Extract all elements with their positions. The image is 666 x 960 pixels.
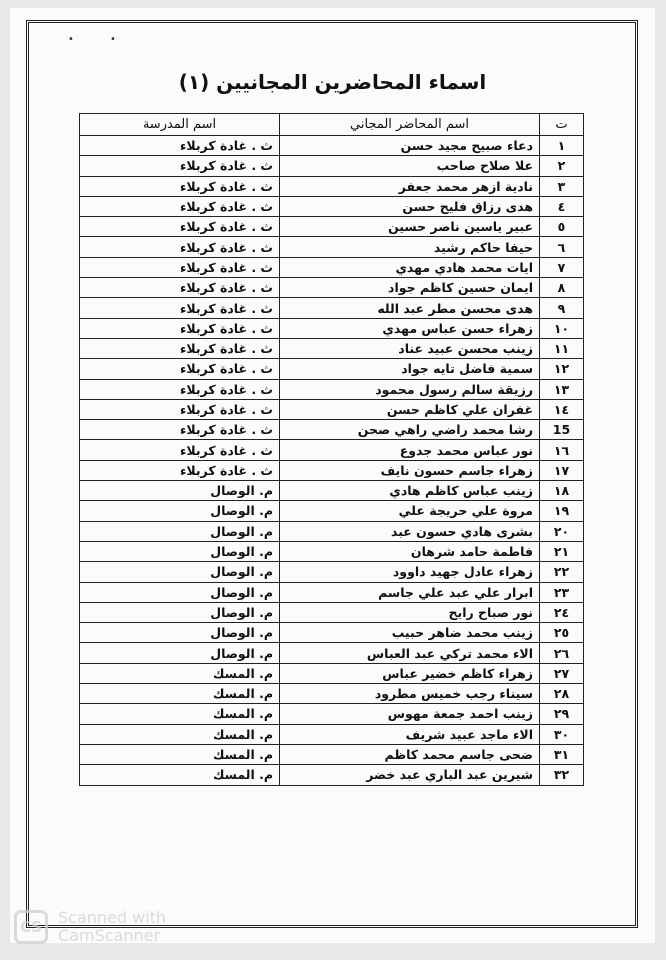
- school-name: م. الوصال: [80, 521, 280, 541]
- lecturer-name: غفران علي كاظم حسن: [280, 399, 540, 419]
- row-number: ٢١: [540, 541, 584, 561]
- row-number: ٧: [540, 257, 584, 277]
- table-row: [80, 602, 584, 622]
- table-row: [80, 399, 584, 419]
- school-name: ث . غادة كربلاء: [80, 217, 280, 237]
- lecturer-name: عبير ياسين ناصر حسين: [280, 217, 540, 237]
- school-name: ث . غادة كربلاء: [80, 257, 280, 277]
- row-number: ١٤: [540, 399, 584, 419]
- table-row: [80, 338, 584, 358]
- margin-mark: •: [68, 34, 74, 45]
- table-row: [80, 217, 584, 237]
- table-row: [80, 521, 584, 541]
- table-row: [80, 562, 584, 582]
- table-row: [80, 196, 584, 216]
- table-row: [80, 582, 584, 602]
- watermark-line-2: CamScanner: [58, 926, 161, 945]
- school-name: ث . غادة كربلاء: [80, 136, 280, 156]
- table-row: [80, 359, 584, 379]
- table-row: [80, 724, 584, 744]
- school-name: م. المسك: [80, 663, 280, 683]
- lecturer-name: بشرى هادي حسون عبد: [280, 521, 540, 541]
- table-row: [80, 623, 584, 643]
- table-row: [80, 541, 584, 561]
- row-number: ١٣: [540, 379, 584, 399]
- row-number: ١١: [540, 338, 584, 358]
- row-number: ٣١: [540, 744, 584, 764]
- school-name: م. الوصال: [80, 643, 280, 663]
- header-number: ت: [540, 114, 584, 136]
- lecturer-name: الاء محمد تركي عبد العباس: [280, 643, 540, 663]
- table-row: [80, 501, 584, 521]
- table-row: [80, 136, 584, 156]
- school-name: م. الوصال: [80, 602, 280, 622]
- lecturer-name: ايمان حسين كاظم جواد: [280, 278, 540, 298]
- row-number: ٣٢: [540, 765, 584, 785]
- table-row: [80, 379, 584, 399]
- school-name: م. الوصال: [80, 541, 280, 561]
- table-body: [80, 136, 584, 786]
- table-row: [80, 684, 584, 704]
- table-row: [80, 318, 584, 338]
- table-header-row: [80, 114, 584, 136]
- lecturer-name: زينب محسن عبيد عناد: [280, 338, 540, 358]
- school-name: م. المسك: [80, 704, 280, 724]
- lecturer-name: الاء ماجد عبيد شريف: [280, 724, 540, 744]
- school-name: ث . غادة كربلاء: [80, 318, 280, 338]
- row-number: ٢٦: [540, 643, 584, 663]
- row-number: ٦: [540, 237, 584, 257]
- row-number: ٣٠: [540, 724, 584, 744]
- row-number: ٢٢: [540, 562, 584, 582]
- school-name: م. الوصال: [80, 623, 280, 643]
- lecturer-name: رشا محمد راضي راهي صحن: [280, 420, 540, 440]
- lecturer-name: نور صباح رايح: [280, 602, 540, 622]
- table-row: [80, 481, 584, 501]
- table-row: [80, 176, 584, 196]
- row-number: ١٨: [540, 481, 584, 501]
- watermark-text: [58, 909, 166, 945]
- lecturer-name: هدى رزاق فليح حسن: [280, 196, 540, 216]
- school-name: ث . غادة كربلاء: [80, 176, 280, 196]
- lecturer-name: زينب محمد ضاهر حبيب: [280, 623, 540, 643]
- school-name: ث . غادة كربلاء: [80, 278, 280, 298]
- school-name: م. الوصال: [80, 501, 280, 521]
- lecturer-name: زهراء عادل جهيد داوود: [280, 562, 540, 582]
- lecturer-name: ضحى جاسم محمد كاظم: [280, 744, 540, 764]
- lecturer-name: زينب عباس كاظم هادي: [280, 481, 540, 501]
- table-row: [80, 765, 584, 785]
- watermark-line-1: Scanned with: [58, 908, 167, 927]
- school-name: م. المسك: [80, 765, 280, 785]
- row-number: ٢٧: [540, 663, 584, 683]
- table-row: [80, 460, 584, 480]
- margin-mark: •: [110, 34, 116, 45]
- row-number: ١: [540, 136, 584, 156]
- lecturer-name: فاطمة حامد شرهان: [280, 541, 540, 561]
- school-name: ث . غادة كربلاء: [80, 460, 280, 480]
- table-row: [80, 278, 584, 298]
- row-number: ٢٨: [540, 684, 584, 704]
- row-number: ٣: [540, 176, 584, 196]
- header-school-name: اسم المدرسة: [80, 114, 280, 136]
- school-name: م. الوصال: [80, 481, 280, 501]
- school-name: ث . غادة كربلاء: [80, 237, 280, 257]
- document-title: اسماء المحاضرين المجانيين (١): [178, 70, 487, 94]
- row-number: ١٧: [540, 460, 584, 480]
- lecturer-name: ابرار علي عبد علي جاسم: [280, 582, 540, 602]
- table-row: [80, 663, 584, 683]
- table-row: [80, 156, 584, 176]
- lecturer-name: زهراء حسن عباس مهدي: [280, 318, 540, 338]
- camscanner-watermark: [14, 905, 166, 949]
- row-number: ٨: [540, 278, 584, 298]
- row-number: ٥: [540, 217, 584, 237]
- school-name: ث . غادة كربلاء: [80, 338, 280, 358]
- row-number: ٢٠: [540, 521, 584, 541]
- row-number: ٢٣: [540, 582, 584, 602]
- school-name: ث . غادة كربلاء: [80, 379, 280, 399]
- school-name: م. الوصال: [80, 582, 280, 602]
- row-number: ١٢: [540, 359, 584, 379]
- row-number: ٢٥: [540, 623, 584, 643]
- school-name: ث . غادة كربلاء: [80, 298, 280, 318]
- school-name: ث . غادة كربلاء: [80, 440, 280, 460]
- table-row: [80, 257, 584, 277]
- row-number: ١٠: [540, 318, 584, 338]
- lecturer-name: سيناء رجب خميس مطرود: [280, 684, 540, 704]
- lecturer-name: زينب احمد جمعة مهوس: [280, 704, 540, 724]
- lecturer-name: دعاء صبيح مجيد حسن: [280, 136, 540, 156]
- table-row: [80, 704, 584, 724]
- row-number: ١٩: [540, 501, 584, 521]
- table-row: [80, 440, 584, 460]
- lecturer-name: زهراء كاظم خضير عباس: [280, 663, 540, 683]
- table-row: [80, 298, 584, 318]
- school-name: ث . غادة كربلاء: [80, 196, 280, 216]
- header-lecturer-name: اسم المحاضر المجاني: [280, 114, 540, 136]
- document-page: [10, 8, 655, 943]
- school-name: م. المسك: [80, 724, 280, 744]
- table-row: [80, 744, 584, 764]
- lecturer-name: علا صلاح صاحب: [280, 156, 540, 176]
- lecturers-table: [79, 113, 584, 786]
- lecturer-name: زهراء جاسم حسون نايف: [280, 460, 540, 480]
- row-number: ٩: [540, 298, 584, 318]
- row-number: ٢: [540, 156, 584, 176]
- school-name: ث . غادة كربلاء: [80, 420, 280, 440]
- camscanner-logo-icon: CS: [14, 910, 48, 944]
- row-number: ٢٤: [540, 602, 584, 622]
- lecturer-name: هدى محسن مطر عبد الله: [280, 298, 540, 318]
- table-row: [80, 237, 584, 257]
- lecturer-name: شيرين عبد الباري عبد خضر: [280, 765, 540, 785]
- school-name: م. الوصال: [80, 562, 280, 582]
- lecturer-name: مروة علي حريجة علي: [280, 501, 540, 521]
- row-number: 15: [540, 420, 584, 440]
- school-name: م. المسك: [80, 684, 280, 704]
- lecturer-name: رزيقة سالم رسول محمود: [280, 379, 540, 399]
- row-number: ٤: [540, 196, 584, 216]
- lecturer-name: حيفا حاكم رشيد: [280, 237, 540, 257]
- row-number: ٢٩: [540, 704, 584, 724]
- school-name: ث . غادة كربلاء: [80, 359, 280, 379]
- school-name: ث . غادة كربلاء: [80, 399, 280, 419]
- lecturer-name: سمية فاضل تايه جواد: [280, 359, 540, 379]
- lecturer-name: ايات محمد هادي مهدي: [280, 257, 540, 277]
- lecturer-name: نادية ازهر محمد جعفر: [280, 176, 540, 196]
- lecturer-name: نور عباس محمد جدوع: [280, 440, 540, 460]
- school-name: ث . غادة كربلاء: [80, 156, 280, 176]
- table-row: [80, 420, 584, 440]
- row-number: ١٦: [540, 440, 584, 460]
- table-row: [80, 643, 584, 663]
- school-name: م. المسك: [80, 744, 280, 764]
